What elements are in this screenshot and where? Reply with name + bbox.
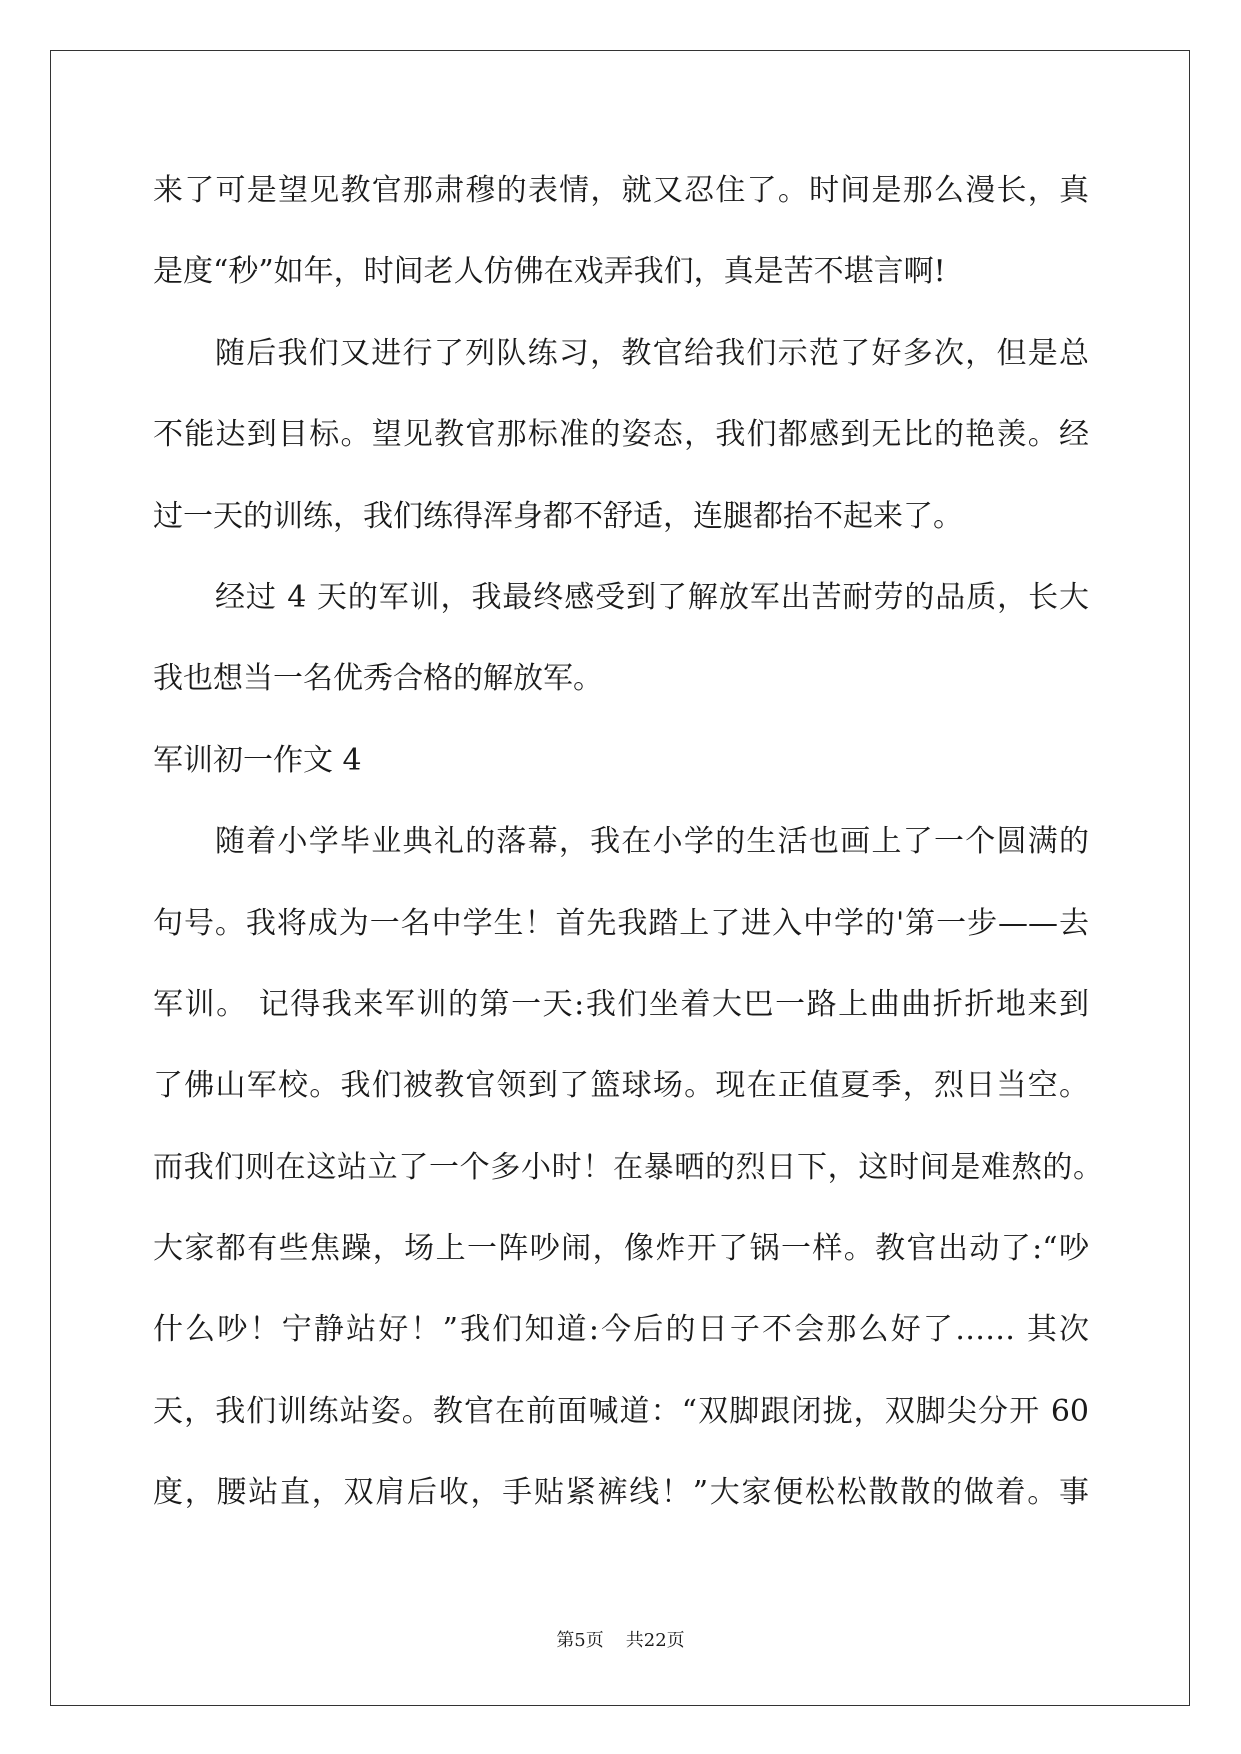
text-line: 了佛山军校。我们被教官领到了篮球场。现在正值夏季，烈日当空。: [153, 1068, 1089, 1104]
page-total: 共22页: [625, 1630, 685, 1651]
text-line: 天，我们训练站姿。教官在前面喊道：“双脚跟闭拢，双脚尖分开 60: [153, 1393, 1089, 1429]
paragraph-start-line: 随后我们又进行了列队练习，教官给我们示范了好多次，但是总: [215, 335, 1089, 371]
text-line: 而我们则在这站立了一个多小时！在暴晒的烈日下，这时间是难熬的。: [153, 1149, 1103, 1185]
text-line: 军训。 记得我来军训的第一天:我们坐着大巴一路上曲曲折折地来到: [153, 986, 1089, 1022]
paragraph-start-line: 随着小学毕业典礼的落幕，我在小学的生活也画上了一个圆满的: [215, 824, 1089, 860]
text-line: 不能达到目标。望见教官那标准的姿态，我们都感到无比的艳羡。经: [153, 417, 1089, 453]
text-line: 我也想当一名优秀合格的解放军。: [153, 661, 603, 697]
page-number: 第5页: [556, 1630, 604, 1651]
text-line: 大家都有些焦躁，场上一阵吵闹，像炸开了锅一样。教官出动了:“吵: [153, 1231, 1089, 1267]
text-line: 来了可是望见教官那肃穆的表情，就又忍住了。时间是那么漫长，真: [153, 173, 1089, 208]
document-body: [153, 150, 1103, 1534]
text-line: 是度“秒”如年，时间老人仿佛在戏弄我们，真是苦不堪言啊!: [153, 254, 946, 290]
paragraph-start-line: 经过 4 天的军训，我最终感受到了解放军出苦耐劳的品质，长大: [215, 579, 1089, 615]
section-heading: 军训初一作文 4: [153, 742, 362, 778]
text-line: 过一天的训练，我们练得浑身都不舒适，连腿都抬不起来了。: [153, 498, 963, 534]
text-line: 句号。我将成为一名中学生！首先我踏上了进入中学的'第一步——去: [153, 905, 1089, 941]
text-line: 什么吵！宁静站好！”我们知道:今后的日子不会那么好了…… 其次: [153, 1312, 1089, 1348]
text-line: 度，腰站直，双肩后收，手贴紧裤线！”大家便松松散散的做着。事: [153, 1475, 1089, 1511]
page-footer: [0, 1628, 1241, 1654]
